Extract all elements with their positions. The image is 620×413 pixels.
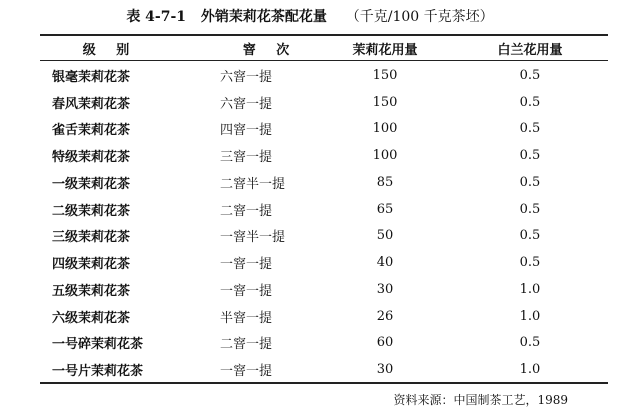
source-note: 资料来源：中国制茶工艺，1989 bbox=[393, 393, 568, 407]
grade-cell: 四级茉莉花茶 bbox=[52, 257, 131, 273]
jasmine-cell: 100 bbox=[372, 148, 398, 164]
header-rule bbox=[40, 60, 608, 61]
grade-cell: 六级茉莉花茶 bbox=[52, 310, 131, 326]
table-row bbox=[40, 330, 608, 357]
jasmine-cell: 26 bbox=[376, 308, 394, 324]
grade-cell: 一号片茉莉花茶 bbox=[52, 364, 144, 380]
header-jasmine-amount: 茉莉花用量 bbox=[352, 42, 418, 58]
magnolia-cell: 0.5 bbox=[519, 228, 541, 244]
table-row bbox=[40, 276, 608, 303]
scenting-cell: 一窨一提 bbox=[220, 283, 273, 299]
header-scenting-count: 窨 次 bbox=[242, 42, 298, 58]
magnolia-cell: 0.5 bbox=[519, 94, 541, 110]
table-number: 表 4-7-1 bbox=[126, 9, 187, 25]
scenting-cell: 二窨半一提 bbox=[220, 176, 286, 192]
jasmine-cell: 30 bbox=[376, 281, 394, 297]
jasmine-cell: 50 bbox=[376, 228, 394, 244]
table-body bbox=[40, 62, 608, 383]
table-row bbox=[40, 89, 608, 116]
table-row bbox=[40, 303, 608, 330]
header-grade: 级 别 bbox=[82, 42, 138, 58]
magnolia-cell: 0.5 bbox=[519, 174, 541, 190]
magnolia-cell: 0.5 bbox=[519, 148, 541, 164]
jasmine-cell: 40 bbox=[376, 255, 394, 271]
grade-cell: 三级茉莉花茶 bbox=[52, 230, 131, 246]
magnolia-cell: 0.5 bbox=[519, 335, 541, 351]
table-row bbox=[40, 223, 608, 250]
scenting-cell: 二窨一提 bbox=[220, 203, 273, 219]
jasmine-cell: 150 bbox=[372, 67, 398, 83]
magnolia-cell: 0.5 bbox=[519, 255, 541, 271]
grade-cell: 春风茉莉花茶 bbox=[52, 96, 131, 112]
header-magnolia-amount: 白兰花用量 bbox=[497, 42, 563, 58]
table-title bbox=[0, 6, 620, 26]
table-row bbox=[40, 196, 608, 223]
grade-cell: 雀舌茉莉花茶 bbox=[52, 123, 131, 139]
magnolia-cell: 0.5 bbox=[519, 121, 541, 137]
magnolia-cell: 1.0 bbox=[519, 362, 541, 378]
jasmine-cell: 60 bbox=[376, 335, 394, 351]
grade-cell: 特级茉莉花茶 bbox=[52, 150, 131, 166]
jasmine-cell: 150 bbox=[372, 94, 398, 110]
jasmine-cell: 65 bbox=[376, 201, 394, 217]
table-row bbox=[40, 142, 608, 169]
magnolia-cell: 0.5 bbox=[519, 201, 541, 217]
scenting-cell: 二窨一提 bbox=[220, 337, 273, 353]
grade-cell: 银毫茉莉花茶 bbox=[52, 69, 131, 85]
grade-cell: 五级茉莉花茶 bbox=[52, 283, 131, 299]
scenting-cell: 六窨一提 bbox=[220, 96, 273, 112]
table-row bbox=[40, 116, 608, 143]
table-unit: （千克/100 千克茶坯） bbox=[345, 9, 494, 25]
jasmine-cell: 85 bbox=[376, 174, 394, 190]
scenting-cell: 半窨一提 bbox=[220, 310, 273, 326]
jasmine-cell: 100 bbox=[372, 121, 398, 137]
table-header-row bbox=[40, 38, 608, 58]
grade-cell: 二级茉莉花茶 bbox=[52, 203, 131, 219]
table-row bbox=[40, 249, 608, 276]
magnolia-cell: 0.5 bbox=[519, 67, 541, 83]
scenting-cell: 六窨一提 bbox=[220, 69, 273, 85]
table-row bbox=[40, 169, 608, 196]
scenting-cell: 三窨一提 bbox=[220, 150, 273, 166]
grade-cell: 一级茉莉花茶 bbox=[52, 176, 131, 192]
table-title-text: 外销茉莉花茶配花量 bbox=[200, 9, 327, 25]
scenting-cell: 一窨半一提 bbox=[220, 230, 286, 246]
scenting-cell: 一窨一提 bbox=[220, 257, 273, 273]
magnolia-cell: 1.0 bbox=[519, 281, 541, 297]
grade-cell: 一号碎茉莉花茶 bbox=[52, 337, 144, 353]
table-row bbox=[40, 62, 608, 89]
jasmine-cell: 30 bbox=[376, 362, 394, 378]
scenting-cell: 一窨一提 bbox=[220, 364, 273, 380]
top-rule bbox=[40, 34, 608, 36]
table-row bbox=[40, 356, 608, 383]
scenting-cell: 四窨一提 bbox=[220, 123, 273, 139]
magnolia-cell: 1.0 bbox=[519, 308, 541, 324]
